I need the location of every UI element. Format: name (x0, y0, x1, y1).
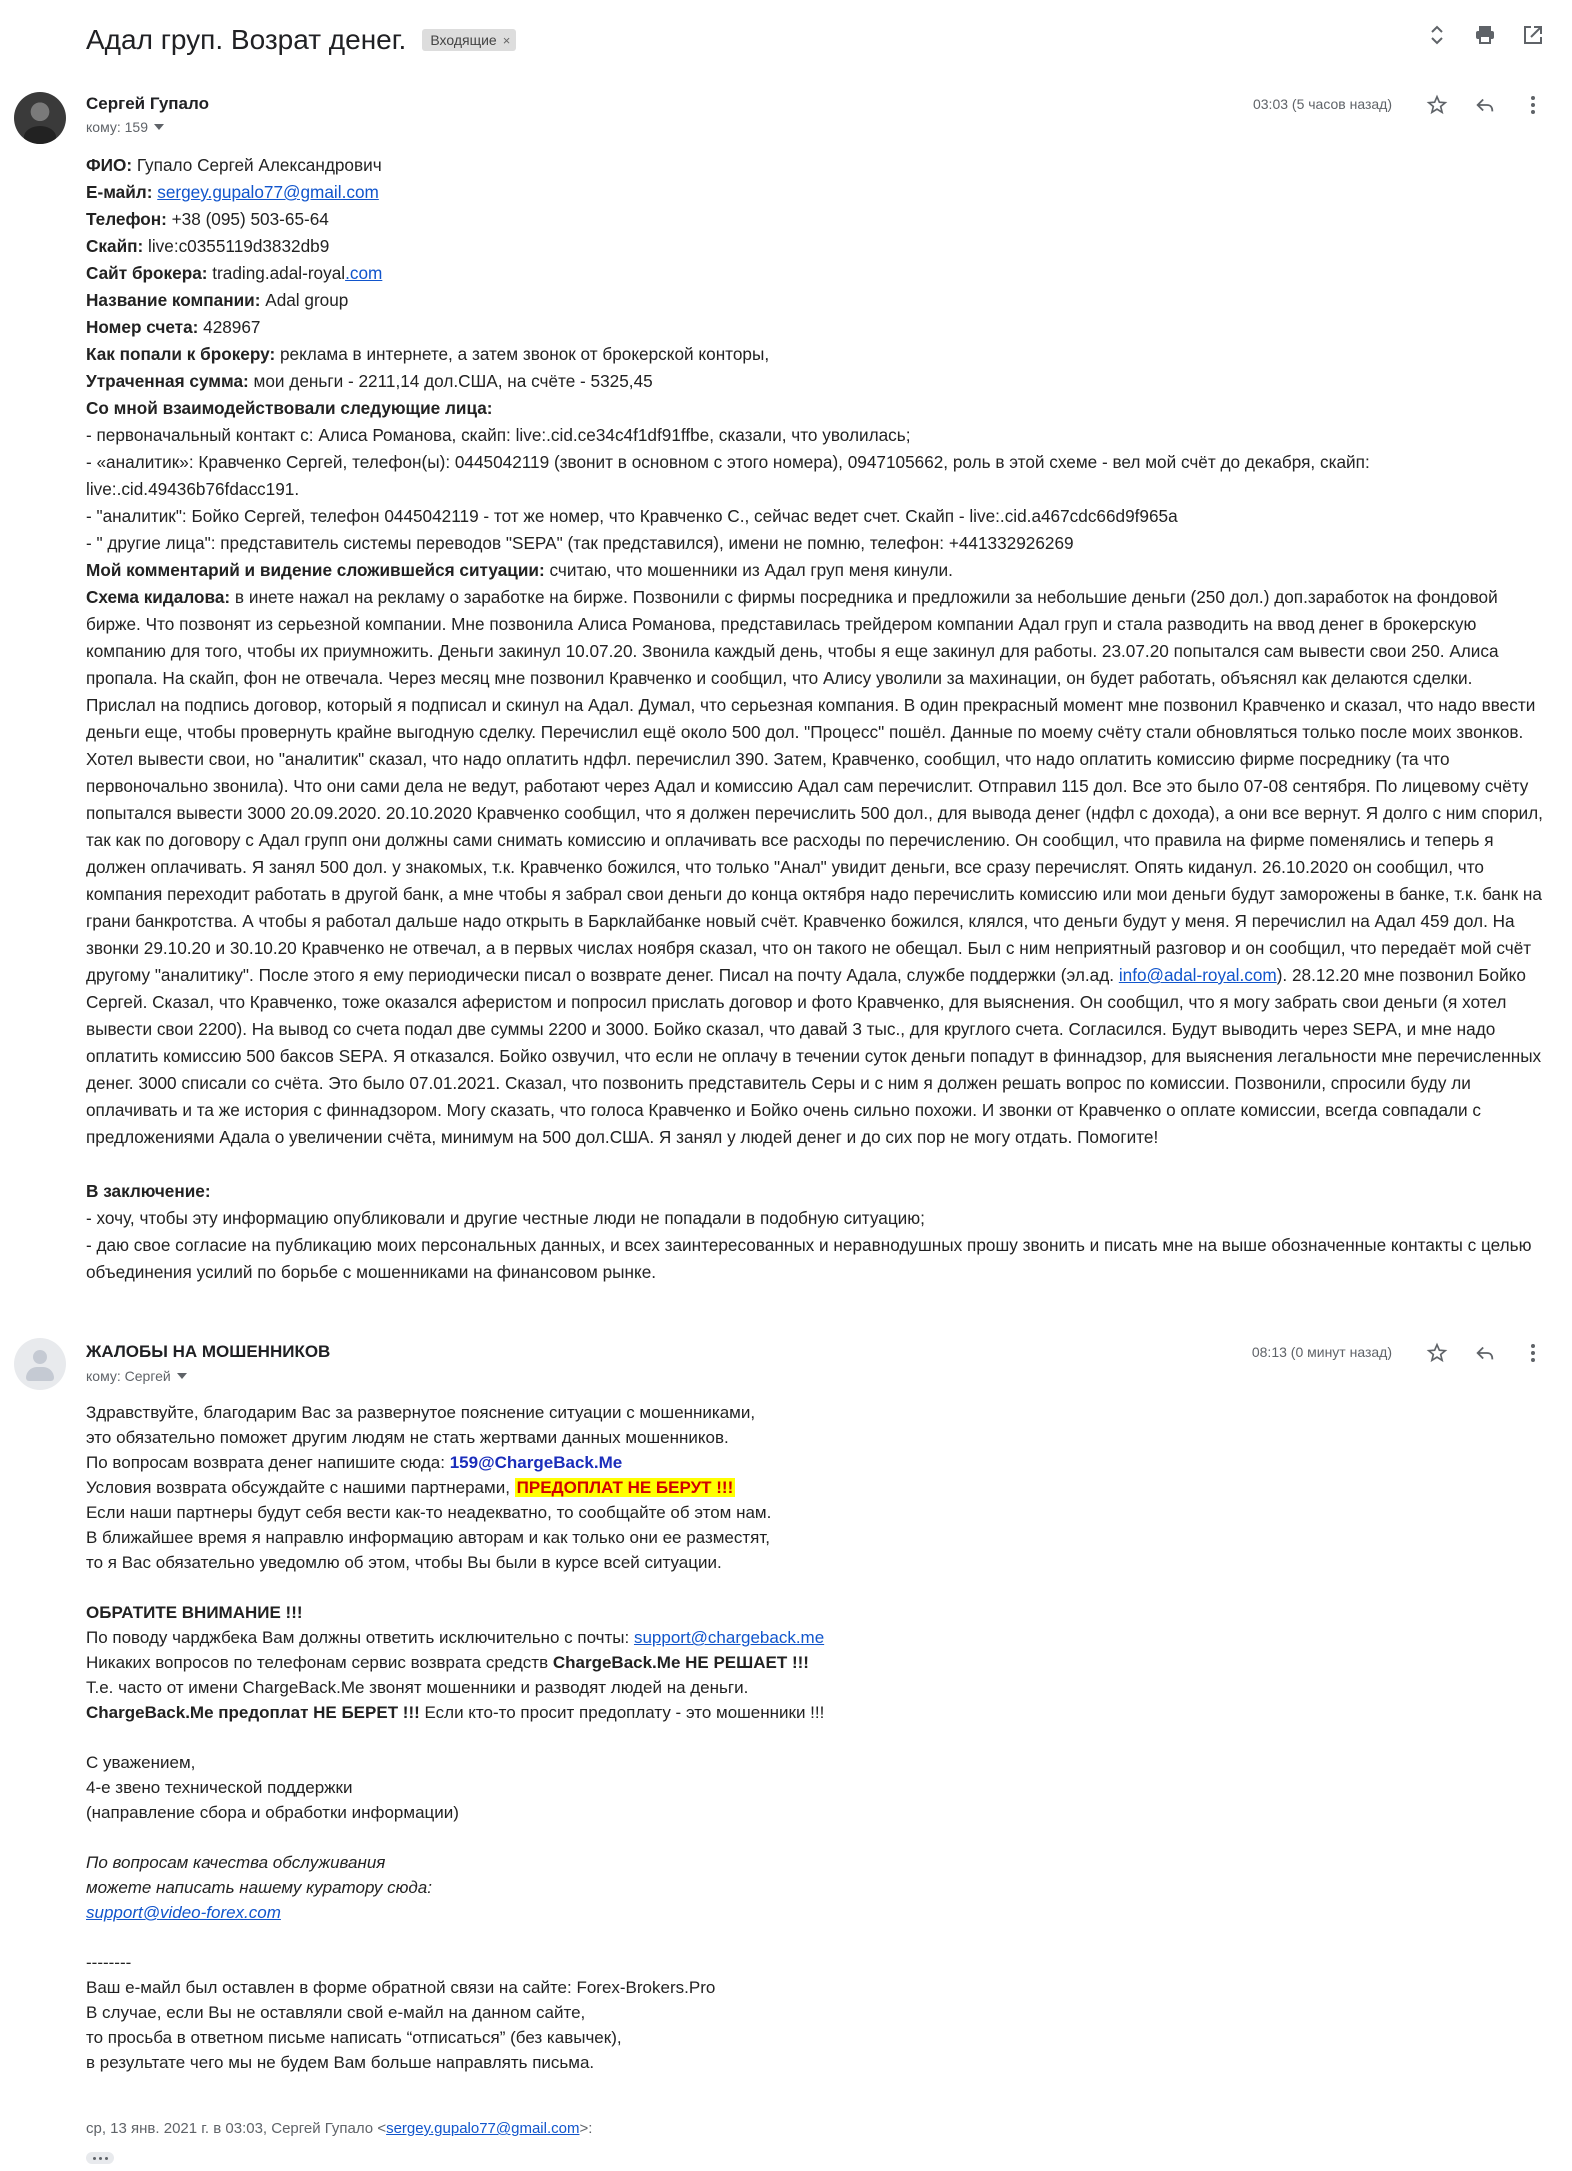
show-trimmed-content-button[interactable] (86, 2152, 114, 2164)
sender-name[interactable]: Сергей Гупало (86, 94, 209, 113)
greeting-line-2: это обязательно поможет другим людям не стать жертвами данных мошенников. (86, 1428, 729, 1447)
signature-line-2: 4-е звено технической поддержки (86, 1778, 353, 1797)
recipient-text: кому: Сергей (86, 1368, 171, 1384)
field-phone: Телефон: +38 (095) 503-65-64 (86, 209, 329, 229)
field-fio: ФИО: Гупало Сергей Александрович (86, 155, 382, 175)
sender-avatar[interactable] (14, 92, 66, 144)
quality-line-3 (86, 1900, 1186, 1925)
remove-label-icon[interactable]: × (502, 32, 511, 48)
recipient-details[interactable] (86, 1368, 187, 1384)
conclusion-heading: В заключение: (86, 1181, 211, 1201)
quality-line-2: можете написать нашему куратору сюда: (86, 1878, 432, 1897)
chargeback-email[interactable]: 159@ChargeBack.Me (449, 1453, 623, 1472)
person-2: - «аналитик»: Кравченко Сергей, телефон(ы): 0445042119 (звонит в основном с этого номера), 0947105662, роль в этой схеме - вел мой счёт до декабря, скайп: live:.cid.49436b76fdacc191. (86, 452, 1370, 499)
field-account: Номер счета: 428967 (86, 317, 261, 337)
support-email-link[interactable]: info@adal-royal.com (1118, 965, 1277, 985)
more-vert-icon[interactable] (1520, 92, 1546, 118)
star-icon[interactable] (1424, 1340, 1450, 1366)
subject-row (86, 20, 516, 60)
return-contact: По вопросам возврата денег напишите сюда: 159@ChargeBack.Me (86, 1453, 623, 1472)
attention-line-4: ChargeBack.Me предоплат НЕ БЕРЕТ !!! Если кто-то просит предоплату - это мошенники !!! (86, 1703, 825, 1722)
field-skype: Скайп: live:c0355119d3832db9 (86, 236, 330, 256)
sender-avatar-generic[interactable] (14, 1338, 66, 1390)
print-icon[interactable] (1472, 22, 1498, 48)
footer-line-3: то просьба в ответном письме написать “отписаться” (без кавычек), (86, 2028, 622, 2047)
attention-line-1: По поводу чарджбека Вам должны ответить исключительно с почты: support@chargeback.me (86, 1628, 825, 1647)
field-how: Как попали к брокеру: реклама в интернете, а затем звонок от брокерской конторы, (86, 344, 770, 364)
recipient-details[interactable] (86, 119, 164, 135)
greeting-line-1: Здравствуйте, благодарим Вас за развернутое пояснение ситуации с мошенниками, (86, 1403, 756, 1422)
footer-line-2: В случае, если Вы не оставляли свой е-майл на данном сайте, (86, 2003, 586, 2022)
curator-email-link[interactable]: support@video-forex.com (86, 1903, 281, 1922)
message-actions (1424, 1340, 1546, 1366)
signature-line-3: (направление сбора и обработки информации) (86, 1803, 459, 1822)
quoted-email-link[interactable]: sergey.gupalo77@gmail.com (386, 2120, 580, 2137)
reply-icon[interactable] (1472, 92, 1498, 118)
quoted-header: ср, 13 янв. 2021 г. в 03:03, Сергей Гупало <sergey.gupalo77@gmail.com>: (86, 2120, 593, 2137)
inbox-label-text: Входящие (430, 32, 497, 48)
scheme: Схема кидалова: в инете нажал на рекламу о заработке на бирже. Позвонили с фирмы посредника и предложили за небольшие деньги (250 дол.) доп.заработок на фондовой бирже. Что позвонят из серьезной компании. Мне позвонила Алиса Романова, представилась трейдером компании Адал груп и стала разводить на ввод денег в брокерскую компанию для того, чтобы их приумножить. Деньги закинул 10.07.20. Звонила каждый день, чтобы я еще закинул для работы. 23.07.20 попытался сам вывести свои 250. Алиса пропала. На скайп, фон не отвечала. Через месяц мне позвонил Кравченко и сообщил, что Алису уволили за махинации, он будет работать, объяснял как делаются сделки. Прислал на подпись договор, который я подписал и скинул на Адал. Думал, что серьезная компания. В один прекрасный момент мне позвонил Кравченко и сказал, что надо ввести деньги еще, чтобы провернуть крайне выгодную сделку. Перечислил ещё около 500 дол. "Процесс" пошёл. Данные по моему счёту стали обновляться только после моих звонков. Хотел вывести свои, но "аналитик" сказал, что надо оплатить ндфл. перечислил 390. Затем, Кравченко, сообщил, что надо оплатить комиссию фирме посреднику (та что первоночально звонила). Что они сами дела не ведут, работают через Адал и комиссию Адал сам перечислит. Отправил 115 дол. Все это было 07-08 сентября. По лицевому счёту попытался вывести 3000 20.09.2020. 20.10.2020 Кравченко сообщил, что я должен перечислить 500 дол., для вывода денег (ндфл с дохода), а они все вернут. Я долго с ним спорил, так как по договору с Адал групп они должны сами снимать комиссию и оплачивать все расходы по перечислению. Он сообщил, что правила на фирме поменялись и теперь я должен оплачивать. Я занял 500 дол. у знакомых, т.к. Кравченко божился, что только "Анал" увидит деньги, все сразу перечислят. Опять киданул. 26.10.2020 он сообщил, что компания переходит работать в другой банк, а мне чтобы я забрал свои деньги до конца октября надо перечислить комиссию или мои деньги будут заморожены в банке, т.к. банк на грани банкротства. А чтобы я работал дальше надо открыть в Барклайбанке новый счёт. Кравченко божился, клялся, что деньги будут у меня. Я перечислил на Адал 459 дол. На звонки 29.10.20 и 30.10.20 Кравченко не отвечал, а в первых числах ноября сказал, что он такого не обещал. Был с ним неприятный разговор и он сообщил, что передаёт мой счёт другому "аналитику". После этого я ему периодически писал о возврате денег. Писал на почту Адала, службе поддержки (эл.ад. info@adal-royal.com). 28.12.20 мне позвонил Бойко Сергей. Сказал, что Кравченко, тоже оказался аферистом и попросил прислать договор и фото Кравченко, для выяснения. Он сообщил, что я могу забрать свои деньги (я хотел вывести свои 2200). На вывод со счета подал две суммы 2200 и 3000. Бойко сказал, что давай 3 тыс., для круглого счета. Согласился. Будут выводить через SEPA, и мне надо оплатить комиссию 500 баксов SEPA. Я отказался. Бойко озвучил, что если не оплачу в течении суток деньги попадут в финнадзор, для выяснения легальности мне перечисленных денег. 3000 списали со счёта. Это было 07.01.2021. Сказал, что позвонить представитель Серы и с ним я должен решать вопрос по комиссии. Позвонили, спросили буду ли оплачивать и та же история с финнадзором. Могу сказать, что голоса Кравченко и Бойко очень сильно похожи. И звонки от Кравченко о оплате комиссии, всегда совпадали с предложениями Адала о увеличении счёта, минимум на 500 дол.США. Я занял у людей денег и до сих пор не могу отдать. Помогите! (86, 587, 1543, 1147)
reply-icon[interactable] (1472, 1340, 1498, 1366)
terms-line: Условия возврата обсуждайте с нашими партнерами, ПРЕДОПЛАТ НЕ БЕРУТ !!! (86, 1478, 734, 1497)
message-time: 08:13 (0 минут назад) (1251, 1344, 1392, 1360)
comment: Мой комментарий и видение сложившейся ситуации: считаю, что мошенники из Адал груп меня кинули. (86, 560, 953, 580)
chevron-down-icon[interactable] (177, 1373, 187, 1379)
attention-line-2: Никаких вопросов по телефонам сервис возврата средств ChargeBack.Me НЕ РЕШАЕТ !!! (86, 1653, 809, 1672)
info-line-3: то я Вас обязательно уведомлю об этом, чтобы Вы были в курсе всей ситуации. (86, 1553, 722, 1572)
message-time: 03:03 (5 часов назад) (1252, 96, 1392, 112)
person-4: - " другие лица": представитель системы переводов "SEPA" (так представился), имени не помню, телефон: +441332926269 (86, 533, 1074, 553)
person-1: - первоначальный контакт с: Алиса Романова, скайп: live:.cid.ce34c4f1df91ffbe, сказали, что уволилась; (86, 425, 911, 445)
message-actions (1424, 92, 1546, 118)
conclusion-item-1: - хочу, чтобы эту информацию опубликовали и другие честные люди не попадали в подобную ситуацию; (86, 1208, 925, 1228)
conclusion-item-2: - даю свое согласие на публикацию моих персональных данных, и всех заинтересованных и неравнодушных прошу звонить и писать мне на выше обозначенные контакты с целью объединения усилий по борьбе с мошенниками на финансовом рынке. (86, 1235, 1532, 1282)
field-lost-sum: Утраченная сумма: мои деньги - 2211,14 дол.США, на счёте - 5325,45 (86, 371, 653, 391)
field-email: Е-майл: sergey.gupalo77@gmail.com (86, 182, 379, 202)
divider-text: -------- (86, 1953, 132, 1972)
message-1-body (86, 152, 1546, 1286)
inbox-label-chip[interactable] (422, 29, 516, 51)
attention-line-3: Т.е. часто от имени ChargeBack.Me звонят мошенники и разводят людей на деньги. (86, 1678, 749, 1697)
quality-line-1: По вопросам качества обслуживания (86, 1853, 386, 1872)
no-prepayment-highlight: ПРЕДОПЛАТ НЕ БЕРУТ !!! (516, 1478, 734, 1497)
broker-site-link[interactable]: .com (345, 263, 383, 283)
field-broker-site: Сайт брокера: trading.adal-royal.com (86, 263, 383, 283)
info-line-2: В ближайшее время я направлю информацию авторам и как только они ее разместят, (86, 1528, 771, 1547)
open-in-new-icon[interactable] (1520, 22, 1546, 48)
chevron-down-icon[interactable] (154, 124, 164, 130)
field-company: Название компании: Adal group (86, 290, 349, 310)
star-icon[interactable] (1424, 92, 1450, 118)
info-line-1: Если наши партнеры будут себя вести как-то неадекватно, то сообщайте об этом нам. (86, 1503, 772, 1522)
attention-heading: ОБРАТИТЕ ВНИМАНИЕ !!! (86, 1603, 303, 1622)
signature-line-1: С уважением, (86, 1753, 196, 1772)
email-subject: Адал груп. Возрат денег. (86, 24, 407, 55)
person-3: - "аналитик": Бойко Сергей, телефон 0445042119 - тот же номер, что Кравченко С., сейчас ведет счет. Скайп - live:.cid.a467cdc66d9f965a (86, 506, 1178, 526)
footer-line-1: Ваш е-майл был оставлен в форме обратной связи на сайте: Forex-Brokers.Pro (86, 1978, 716, 1997)
field-persons-heading: Со мной взаимодействовали следующие лица: (86, 398, 493, 418)
more-vert-icon[interactable] (1520, 1340, 1546, 1366)
support-chargeback-link[interactable]: support@chargeback.me (633, 1628, 825, 1647)
footer-line-4: в результате чего мы не будем Вам больше направлять письма. (86, 2053, 595, 2072)
message-2-body (86, 1400, 1186, 2075)
thread-actions (1424, 22, 1546, 48)
sender-email-link[interactable]: sergey.gupalo77@gmail.com (157, 182, 379, 202)
sender-name[interactable]: ЖАЛОБЫ НА МОШЕННИКОВ (86, 1342, 331, 1361)
recipient-text: кому: 159 (86, 119, 148, 135)
unfold-icon[interactable] (1424, 22, 1450, 48)
